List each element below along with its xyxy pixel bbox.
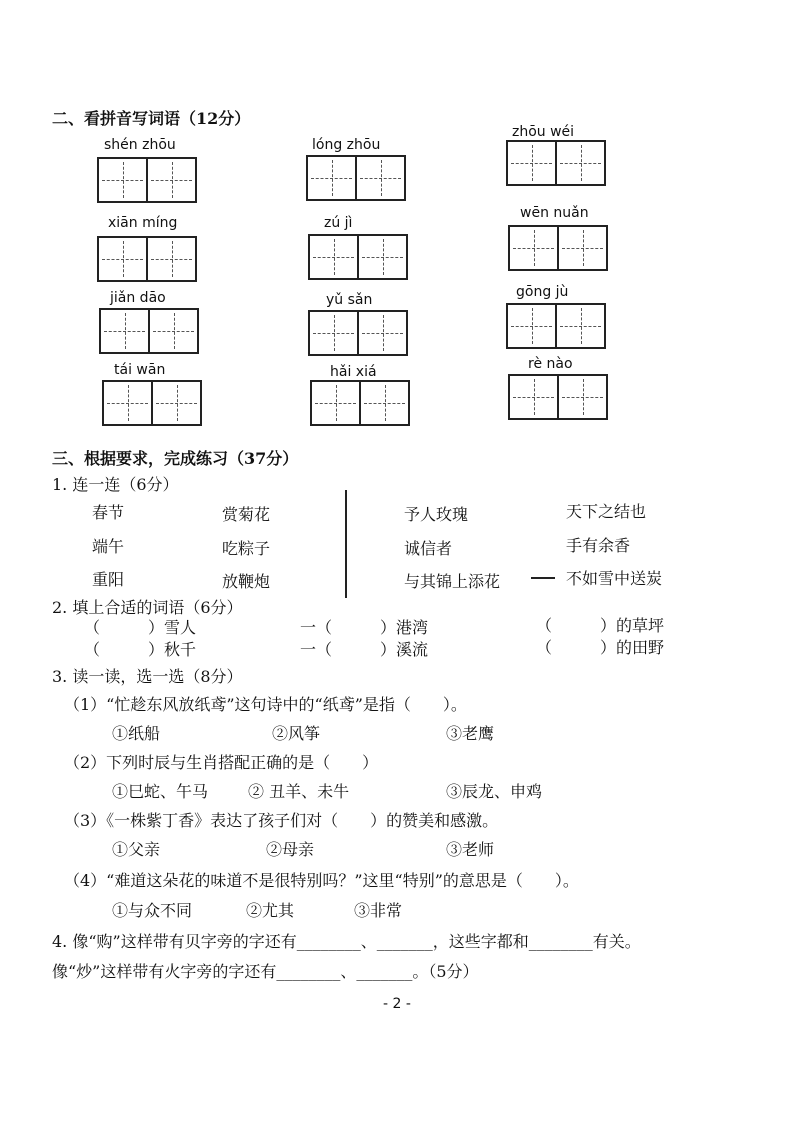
writing-grid[interactable] xyxy=(506,303,606,349)
match-right-item[interactable]: 放鞭炮 xyxy=(222,572,271,591)
q4-line1[interactable]: 4. 像“购”这样带有贝字旁的字还有________、_______，这些字都和________有关。 xyxy=(52,932,641,951)
match-left-item[interactable]: 与其锦上添花 xyxy=(404,572,501,591)
option[interactable]: ②尤其 xyxy=(246,901,295,920)
pinyin-label: lóng zhōu xyxy=(312,137,381,153)
match-right-item[interactable]: 手有余香 xyxy=(566,536,631,555)
option[interactable]: ③老师 xyxy=(446,840,495,859)
pinyin-label: xiān míng xyxy=(108,215,178,231)
option[interactable]: ①纸船 xyxy=(112,724,161,743)
match-right-item[interactable]: 吃粽子 xyxy=(222,539,271,558)
q1-title: 1. 连一连（6分） xyxy=(52,475,179,494)
writing-grid[interactable] xyxy=(306,155,406,201)
writing-grid[interactable] xyxy=(102,380,202,426)
pinyin-label: zhōu wéi xyxy=(512,124,575,140)
option[interactable]: ③非常 xyxy=(354,901,403,920)
writing-grid[interactable] xyxy=(508,374,608,420)
pinyin-label: jiǎn dāo xyxy=(110,290,166,306)
writing-grid[interactable] xyxy=(97,157,197,203)
writing-grid[interactable] xyxy=(99,308,199,354)
writing-grid[interactable] xyxy=(308,234,408,280)
fill-blank[interactable]: （ ）雪人 xyxy=(84,618,197,637)
match-left-item[interactable]: 重阳 xyxy=(92,570,125,589)
pinyin-label: hǎi xiá xyxy=(330,364,377,380)
match-left-item[interactable]: 端午 xyxy=(92,537,125,556)
pinyin-label: wēn nuǎn xyxy=(520,205,589,221)
connecting-line xyxy=(531,577,555,579)
question-text: （1）“忙趁东风放纸鸢”这句诗中的“纸鸢”是指（ ）。 xyxy=(64,695,467,714)
writing-grid[interactable] xyxy=(97,236,197,282)
fill-blank[interactable]: （ ）秋千 xyxy=(84,640,197,659)
writing-grid[interactable] xyxy=(508,225,608,271)
match-left-item[interactable]: 春节 xyxy=(92,503,125,522)
pinyin-label: gōng jù xyxy=(516,284,569,300)
writing-grid[interactable] xyxy=(506,140,606,186)
option[interactable]: ③老鹰 xyxy=(446,724,495,743)
match-right-item[interactable]: 赏菊花 xyxy=(222,505,271,524)
fill-blank[interactable]: （ ）的草坪 xyxy=(536,616,665,635)
option[interactable]: ②风筝 xyxy=(272,724,321,743)
question-text: （2）下列时辰与生肖搭配正确的是（ ） xyxy=(64,753,379,772)
match-left-item[interactable]: 予人玫瑰 xyxy=(404,505,469,524)
section3-title: 三、根据要求，完成练习（37分） xyxy=(52,449,299,468)
option[interactable]: ①巳蛇、午马 xyxy=(112,782,209,801)
question-text: （3）《一株紫丁香》表达了孩子们对（ ）的赞美和感激。 xyxy=(64,811,499,830)
option[interactable]: ②母亲 xyxy=(266,840,315,859)
fill-blank[interactable]: （ ）的田野 xyxy=(536,638,665,657)
q3-title: 3. 读一读，选一选（8分） xyxy=(52,667,243,686)
option[interactable]: ①父亲 xyxy=(112,840,161,859)
match-right-item[interactable]: 天下之结也 xyxy=(566,502,647,521)
pinyin-label: shén zhōu xyxy=(104,137,176,153)
match-right-item[interactable]: 不如雪中送炭 xyxy=(566,569,663,588)
pinyin-label: zú jì xyxy=(324,215,353,231)
q2-title: 2. 填上合适的词语（6分） xyxy=(52,598,243,617)
pinyin-label: tái wān xyxy=(114,362,166,378)
option[interactable]: ①与众不同 xyxy=(112,901,193,920)
match-left-item[interactable]: 诚信者 xyxy=(404,539,453,558)
fill-blank[interactable]: 一（ ）港湾 xyxy=(300,618,429,637)
fill-blank[interactable]: 一（ ）溪流 xyxy=(300,640,429,659)
option[interactable]: ③辰龙、申鸡 xyxy=(446,782,543,801)
section2-title: 二、看拼音写词语（12分） xyxy=(52,109,251,128)
page-number: - 2 - xyxy=(383,996,411,1012)
question-text: （4）“难道这朵花的味道不是很特别吗？”这里“特别”的意思是（ ）。 xyxy=(64,871,579,890)
option[interactable]: ② 丑羊、未牛 xyxy=(248,782,350,801)
column-divider xyxy=(345,490,347,598)
pinyin-label: yǔ sǎn xyxy=(326,292,373,308)
q4-line2[interactable]: 像“炒”这样带有火字旁的字还有________、_______。（5分） xyxy=(52,962,479,981)
writing-grid[interactable] xyxy=(310,380,410,426)
writing-grid[interactable] xyxy=(308,310,408,356)
pinyin-label: rè nào xyxy=(528,356,573,372)
